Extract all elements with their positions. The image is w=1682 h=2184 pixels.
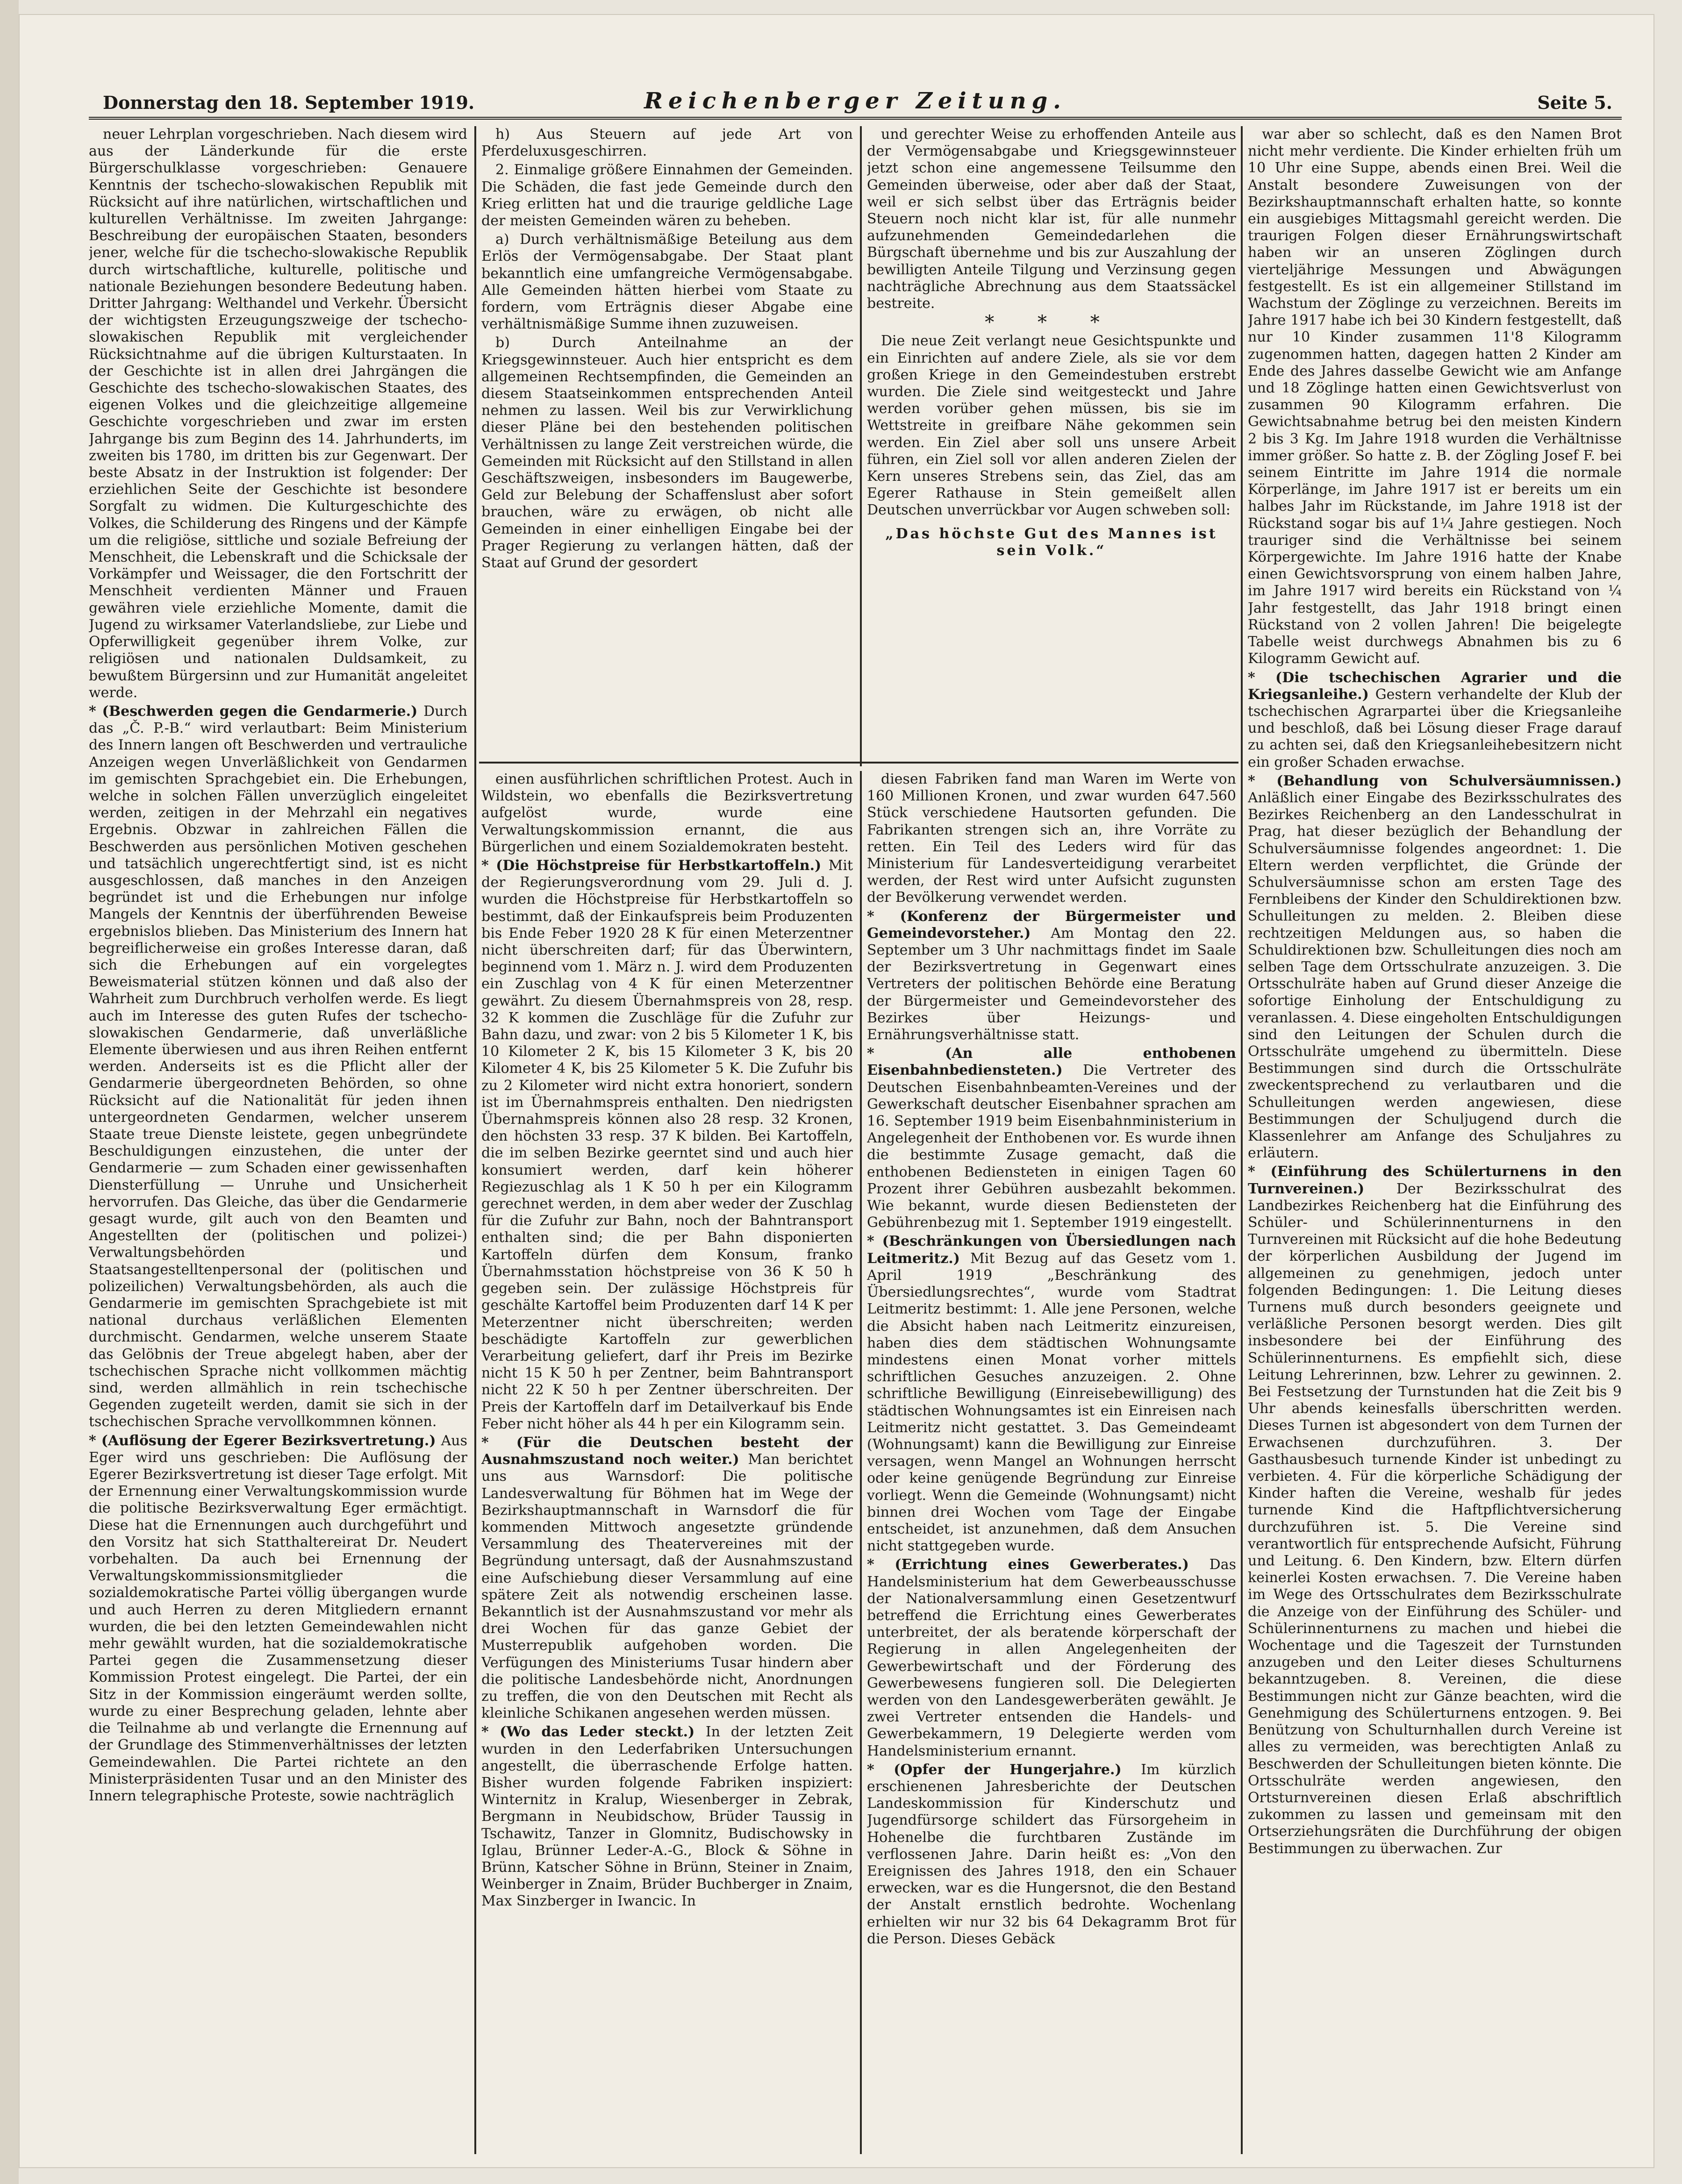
column-1	[89, 126, 467, 2154]
news-item-text: a) Durch verhältnismäßige Beteilung aus dem Erlös der Vermögensabgabe. Der Staat plant bekanntlich eine umfangreiche Vermögensabgabe. Alle Gemeinden hätten hierbei vom Staate zu fordern, vom Erträgnis dieser Abgabe eine verhältnismäßige Summe ihnen zuzuweisen.	[481, 231, 853, 333]
column-rule-3	[1241, 126, 1243, 2154]
news-item	[867, 1045, 1236, 1231]
news-item-text: Durch das „Č. P.-B.“ wird verlautbart: Beim Ministerium des Innern langen oft Beschwerden und vertrauliche Anzeigen wegen Unverläßlichkeit von Gendarmen im gemischten Sprachgebiet ein. Die Erhebungen, welche in solchen Fällen unverzüglich eingeleitet werden, zeitigen in der Mehrzahl ein negatives Ergebnis. Obzwar in zahlreichen Fällen die Beschwerden aus persönlichen Motiven geschehen und tatsächlich ungerechtfertigt sind, ist es nicht ausgeschlossen, daß manches in den Anzeigen begründet ist und die Erhebungen nur infolge Mangels der Kenntnis der überführenden Beweise ergebnislos blieben. Das Ministerium des Innern hat begreiflicherweise ein großes Interesse daran, daß sich die Erhebungen auf ein vorgelegtes Beweismaterial stützen können und daß also der Wahrheit zum Durchbruch verholfen werde. Es liegt auch im Interesse des guten Rufes der tschecho-slowakischen Gendarmerie, daß unverläßliche Elemente überwiesen und aus ihren Reihen entfernt werden. Anderseits ist es die Pflicht aller der Gendarmerie übergeordneten Behörden, so ohne Rücksicht auf die Nationalität für jeden ihnen untergeordneten Gendarmen, welcher unserem Staate treue Dienste leistete, gegen unbegründete Beschuldigungen einzustehen, die unter der Gendarmerie — zum Schaden einer gewissenhaften Diensterfüllung — Unruhe und Unsicherheit hervorrufen. Das Gleiche, das über die Gendarmerie gesagt wurde, gilt auch von den Beamten und Angestellten der (politischen und polizei-) Verwaltungsbehörden und Staatsangestelltenpersonal der (politischen und polizeilichen) Verwaltungsbehörden, als auch die Gendarmerie im gemischten Sprachgebiete ist mit national durchaus verläßlichen Elementen durchmischt. Gendarmen, welche unserem Staate das Gelöbnis der Treue abgelegt haben, aber der tschechischen Sprache nicht vollkommen mächtig sind, werden allmählich in rein tschechische Gegenden zugeteilt werden, damit sie sich in der tschechischen Sprache vervollkommnen können.	[89, 703, 467, 1430]
news-item-text: war aber so schlecht, daß es den Namen Brot nicht mehr verdiente. Die Kinder erhielten früh um 10 Uhr eine Suppe, abends einen Brei. Weil die Anstalt besondere Zuweisungen von der Bezirkshauptmannschaft erhalten hatte, so konnte ein ausgiebiges Mittagsmahl gereicht werden. Die traurigen Folgen dieser Ernährungswirtschaft haben wir an unseren Zöglingen durch vierteljährige Messungen und Abwägungen festgestellt. Es ist ein allgemeiner Stillstand im Wachstum der Zöglinge zu verzeichnen. Bereits im Jahre 1917 habe ich bei 30 Kindern festgestellt, daß nur 10 Kinder zusammen 11'8 Kilogramm zugenommen hatten, dagegen hatten 2 Kinder am Ende des Jahres dasselbe Gewicht wie am Anfange und 18 Zöglinge hatten einen Gewichtsverlust von zusammen 90 Kilogramm erfahren. Die Gewichtsabnahme betrug bei den meisten Kindern 2 bis 3 Kg. Im Jahre 1918 wurden die Verhältnisse immer größer. So hatte z. B. der Zögling Josef F. bei seinem Eintritte im Jahre 1914 die normale Körperlänge, im Jahre 1917 ist er bereits um ein halbes Jahr im Rückstande, im Jahre 1918 ist der Rückstand sogar bis auf 1¼ Jahre gestiegen. Noch trauriger sind die Verhältnisse bei seinem Körpergewichte. Im Jahre 1916 hatte der Knabe einen Gewichtsvorsprung von einem halben Jahre, im Jahre 1917 wird bereits ein Rückstand von ¼ Jahr festgestellt, das Jahr 1918 bringt einen Rückstand von 2 vollen Jahren! Die beigelegte Tabelle weist durchwegs Abnahmen bis zu 6 Kilogramm Gewicht auf.	[1248, 126, 1622, 667]
news-item-headline: * (Konferenz der Bürgermeister und Gemeindevorsteher.)	[867, 908, 1236, 942]
news-item-headline: * (Die tschechischen Agrarier und die Kriegsanleihe.)	[1248, 669, 1622, 703]
newspaper-page	[19, 14, 1654, 2168]
news-item	[1248, 773, 1622, 1162]
news-item-headline: * (Wo das Leder steckt.)	[481, 1724, 706, 1741]
news-item	[89, 703, 467, 1431]
news-item-headline: * (Auflösung der Egerer Bezirksvertretung.)	[89, 1432, 441, 1449]
article-paragraph	[481, 126, 853, 160]
news-item-text: Mit Bezug auf das Gesetz vom 1. April 1919 „Beschränkung des Übersiedlungsrechtes“, wurde vom Stadtrat Leitmeritz bestimmt: 1. Alle jene Personen, welche die Absicht haben nach Leitmeritz einzureisen, haben dies dem städtischen Wohnungsamte mindestens einen Monat vorher mittels schriftlichen Gesuches anzuzeigen. 2. Ohne schriftliche Bewilligung (Einreisebewilligung) des städtischen Wohnungsamtes ist ein Einreisen nach Leitmeritz nicht gestattet. 3. Das Gemeindeamt (Wohnungsamt) kann die Bewilligung zur Einreise versagen, wenn Mangel an Wohnungen herrscht oder keine genügende Begründung zur Einreise vorliegt. Wenn die Gemeinde (Wohnungsamt) nicht binnen drei Wochen vom Tage der Eingabe entscheidet, ist anzunehmen, daß dem Ansuchen nicht stattgegeben wurde.	[867, 1250, 1236, 1555]
news-item	[89, 1433, 467, 1805]
news-item-headline: * (Beschwerden gegen die Gendarmerie.)	[89, 703, 424, 720]
news-item-text: Die neue Zeit verlangt neue Gesichtspunkte und ein Einrichten auf andere Ziele, als sie vor dem großen Kriege in den Gemeindestuben erstrebt wurden. Die Ziele sind weitgesteckt und Jahre werden vorüber gehen müssen, bis sie im Wettstreite in greifbare Nähe gekommen sein werden. Ein Ziel aber soll uns unsere Arbeit führen, ein Ziel soll vor allen anderen Zielen der Kern unseres Strebens sein, das Ziel, das am Egerer Rathause in Stein gemeißelt allen Deutschen unverrückbar vor Augen schweben soll:	[867, 333, 1236, 519]
news-item-headline: * (Einführung des Schülerturnens in den Turnvereinen.)	[1248, 1163, 1622, 1197]
news-item-headline: * (Opfer der Hungerjahre.)	[867, 1761, 1141, 1778]
news-item	[867, 1556, 1236, 1759]
news-item	[867, 908, 1236, 1044]
column-rule-2-top	[860, 126, 862, 766]
news-item-headline: * (Für die Deutschen besteht der Ausnahmszustand noch weiter.)	[481, 1434, 853, 1468]
news-item-text: 2. Einmalige größere Einnahmen der Gemeinden. Die Schäden, die fast jede Gemeinde durch den Krieg erlitten hat und die traurige geldliche Lage der meisten Gemeinden wären zu beheben.	[481, 162, 853, 229]
column-2-bottom	[481, 771, 853, 2154]
motto-quote: „Das höchste Gut des Mannes ist sein Volk.“	[885, 525, 1218, 559]
column-rule-1	[474, 126, 476, 2154]
news-item-headline: * (Behandlung von Schulversäumnissen.)	[1248, 772, 1622, 789]
column-2-top	[481, 126, 853, 755]
column-4	[1248, 126, 1622, 2154]
news-item	[481, 1724, 853, 1910]
article-paragraph	[867, 126, 1236, 312]
article-paragraph	[867, 333, 1236, 519]
news-item-text: b) Durch Anteilnahme an der Kriegsgewinnsteuer. Auch hier entspricht es dem allgemeinen Rechtsempfinden, die Gemeinden an diesem Staatseinkommen entsprechenden Anteil nehmen zu lassen. Weil bis zur Verwirklichung dieser Pläne bei den bestehenden politischen Verhältnissen zu lange Zeit verstreichen würde, die Gemeinden mit Rücksicht auf den Stillstand in allen Geschäftszweigen, insbesonders im Baugewerbe, Geld zur Belebung der Schaffenslust aber sofort brauchen, wäre zu erwägen, ob nicht alle Gemeinden in einer einhelligen Eingabe bei der Prager Regierung zu verlangen hätten, daß der Staat auf Grund der gesordert	[481, 335, 853, 571]
news-item-text: Aus Eger wird uns geschrieben: Die Auflösung der Egerer Bezirksvertretung ist dieser Tage erfolgt. Mit der Ernennung einer Verwaltungskommission wurde die politische Bezirksverwaltung Eger ermächtigt. Diese hat die Ernennungen auch durchgeführt und den Vorsitz hat sich Statthaltereirat Dr. Neudert vorbehalten. Da auch bei Ernennung der Verwaltungskommissionsmitglieder die sozialdemokratische Partei völlig übergangen wurde und auch Herren zu deren Mitgliedern ernannt wurden, die bei den letzten Gemeindewahlen nicht mehr gewählt wurden, hat die sozialdemokratische Partei gegen die Zusammensetzung dieser Kommission Protest eingelegt. Die Partei, der ein Sitz in der Kommission eingeräumt werden sollte, wurde zu einer Besprechung geladen, lehnte aber die Teilnahme ab und verlangte die Ernennung auf der Grundlage des Stimmenverhältnisses der letzten Gemeindewahlen. Die Partei richtete an den Ministerpräsidenten Tusar und an den Minister des Innern telegraphische Proteste, sowie nachträglich	[89, 1432, 467, 1804]
news-item-text: Mit der Regierungsverordnung vom 29. Juli d. J. wurden die Höchstpreise für Herbstkartoffeln so bestimmt, daß der Einkaufspreis beim Produzenten bis Ende Feber 1920 28 K für einen Meterzentner nicht überschreiten darf; für das Überwintern, beginnend vom 1. März n. J. wird dem Produzenten ein Zuschlag von 4 K für einen Meterzentner gewährt. Zu diesem Übernahmspreis von 28, resp. 32 K kommen die Zuschläge für die Zufuhr zur Bahn dazu, und zwar: von 2 bis 5 Kilometer 1 K, bis 10 Kilometer 2 K, bis 15 Kilometer 3 K, bis 20 Kilometer 4 K, bis 25 Kilometer 5 K. Die Zufuhr bis zu 2 Kilometer wird nicht extra honoriert, sondern ist im Übernahmspreis enthalten. Den niedrigsten Übernahmspreis können also 28 resp. 32 Kronen, den höchsten 33 resp. 37 K bilden. Bei Kartoffeln, die im selben Bezirke geerntet sind und auch hier konsumiert werden, darf kein höherer Regiezuschlag als 1 K 50 h per ein Kilogramm gerechnet werden, in dem aber weder der Zuschlag für die Zufuhr zur Bahn, noch der Bahntransport enthalten sind; die per Bahn disponierten Kartoffeln dürfen dem Konsum, franko Übernahmsstation höchstpreise von 36 K 50 h gegeben sein. Der zulässige Höchstpreis für geschälte Kartoffel beim Produzenten darf 14 K per Meterzentner nicht überschreiten; werden beschädigte Kartoffeln zur gewerblichen Verarbeitung geliefert, darf ihr Preis im Bezirke nicht 15 K 50 h per Zentner, beim Bahntransport nicht 22 K 50 h per Zentner überschreiten. Der Preis der Kartoffeln darf im Detailverkauf bis Ende Feber nicht höher als 44 h per ein Kilogramm sein.	[481, 857, 853, 1432]
section-rule	[479, 762, 1238, 764]
news-item-headline: * (An alle enthobenen Eisenbahnbediensteten.)	[867, 1045, 1236, 1079]
news-item-text: Im kürzlich erschienenen Jahresberichte der Deutschen Landeskommission für Kinderschutz und Jugendfürsorge schildert das Fürsorgeheim in Hohenelbe die furchtbaren Zustände im verflossenen Jahre. Darin heißt es: „Von den Ereignissen des Jahres 1918, den ein Schauer erwecken, war es die Hungersnot, die den Bestand der Anstalt ernstlich bedrohte. Wochenlang erhielten wir nur 32 bis 64 Dekagramm Brot für die Person. Dieses Gebäck	[867, 1761, 1236, 1947]
news-item-text: In der letzten Zeit wurden in den Lederfabriken Untersuchungen angestellt, die überraschende Erfolge hatten. Bisher wurden folgende Fabriken inspiziert: Winternitz in Kralup, Wiesenberger in Zebrak, Bergmann in Neubidschow, Brüder Taussig in Tschawitz, Tanzer in Glomnitz, Budischowsky in Iglau, Brünner Leder-A.-G., Block & Söhne in Brünn, Katscher Söhne in Brünn, Steiner in Znaim, Weinberger in Znaim, Brüder Buchberger in Znaim, Max Sinzberger in Iwancic. In	[481, 1724, 853, 1910]
news-item-headline: * (Beschränkungen von Übersiedlungen nach Leitmeritz.)	[867, 1233, 1236, 1267]
news-item-text: h) Aus Steuern auf jede Art von Pferdeluxusgeschirren.	[481, 126, 853, 160]
news-item-text: Anläßlich einer Eingabe des Bezirksschulrates des Bezirkes Reichenberg an den Landesschulrat in Prag, hat dieser bezüglich der Behandlung der Schulversäumnisse folgendes angeordnet: 1. Die Eltern werden verpflichtet, die Gründe der Schulversäumnisse schon am ersten Tage des Fernbleibens der Kinder den Schuldirektionen bzw. Schulleitungen zu melden. 2. Bleiben diese rechtzeitigen Meldungen aus, so haben die Schuldirektionen bzw. Schulleitungen dies noch am selben Tage dem Ortsschulrate anzuzeigen. 3. Die Ortsschulräte haben auf Grund dieser Anzeige die sofortige Einholung der Entschuldigung zu veranlassen. 4. Diese eingeholten Entschuldigungen sind den Leitungen der Schulen durch die Ortsschulräte umgehend zu übermitteln. Diese Bestimmungen sind durch die Ortsschulräte zweckentsprechend zu verlautbaren und die Schulleitungen werden angewiesen, diese Bestimmungen der Schuljugend durch die Klassenlehrer am Anfange des Schuljahres zu erläutern.	[1248, 789, 1622, 1162]
news-item	[867, 1762, 1236, 1948]
news-item	[1248, 670, 1622, 771]
news-item-text: Das Handelsministerium hat dem Gewerbeausschusse der Nationalversammlung einen Gesetzentwurf betreffend die Errichtung eines Gewerberates unterbreitet, der als beratende körperschaft der Regierung in allen Angelegenheiten der Gewerbewirtschaft und der Förderung des Gewerbewesens fungieren soll. Die Delegierten werden von den Landesgewerberäten gewählt. Je zwei Vertreter entsenden die Handels- und Gewerbekammern, 19 Delegierte werden vom Handelsministerium ernannt.	[867, 1556, 1236, 1759]
news-item-text: Am Montag den 22. September um 3 Uhr nachmittags findet im Saale der Bezirksvertretung in Gegenwart eines Vertreters der politischen Behörde eine Beratung der Bürgermeister und Gemeindevorsteher des Bezirkes über Heizungs- und Ernährungsverhältnisse statt.	[867, 925, 1236, 1043]
masthead	[89, 84, 1622, 120]
newspaper-title: Reichenberger Zeitung.	[644, 88, 1066, 114]
news-item	[1248, 1163, 1622, 1857]
column-3-bottom	[867, 771, 1236, 2154]
page-number: Seite 5.	[1537, 92, 1612, 113]
news-item-text: diesen Fabriken fand man Waren im Werte von 160 Millionen Kronen, und zwar wurden 647.560 Stück verschiedene Hautsorten gefunden. Die Fabrikanten strengen sich an, ihre Vorräte zu retten. Ein Teil des Leders wird für das Ministerium für Landesverteidigung verarbeitet werden, der Rest wird unter Aufsicht zugunsten der Bevölkerung verwendet werden.	[867, 771, 1236, 906]
news-item-text: und gerechter Weise zu erhoffenden Anteile aus der Vermögensabgabe und Kriegsgewinnsteuer jetzt schon eine angemessene Teilsumme den Gemeinden überweise, oder aber daß der Staat, weil er sich selbst über das Erträgnis beider Steuern noch nicht klar ist, für alle nunmehr aufzunehmenden Gemeindedarlehen die Bürgschaft übernehme und bis zur Auszahlung der bewilligten Anteile Tilgung und Verzinsung gegen nachträgliche Abrechnung aus dem Staatssäckel bestreite.	[867, 126, 1236, 312]
news-item-text: Man berichtet uns aus Warnsdorf: Die politische Landesverwaltung für Böhmen hat im Wege der Bezirkshauptmannschaft in Warnsdorf die für kommenden Mittwoch angesetzte gründende Versammlung des Theatervereines mit der Begründung untersagt, daß der Ausnahmszustand eine Aufschiebung dieser Versammlung auf eine spätere Zeit als notwendig erscheinen lasse. Bekanntlich ist der Ausnahmszustand vor mehr als drei Wochen für das ganze Gebiet der Musterrepublik aufgehoben worden. Die Verfügungen des Ministeriums Tusar hindern aber die politische Landesbehörde nicht, Anordnungen zu treffen, die von den Deutschen mit Recht als kleinliche Schikanen angesehen werden müssen.	[481, 1451, 853, 1722]
news-item-text: Die Vertreter des Deutschen Eisenbahnbeamten-Vereines und der Gewerkschaft deutscher Eisenbahner sprachen am 16. September 1919 beim Eisenbahnministerium in Angelegenheit der Enthobenen vor. Es wurde ihnen die bestimmte Zusage gemacht, daß die enthobenen Bediensteten in einigen Tagen 60 Prozent ihrer Gebühren ausbezahlt bekommen. Wie bekannt, wurde diesen Bediensteten der Gebührenbezug mit 1. September 1919 eingestellt.	[867, 1062, 1236, 1231]
news-item-headline: * (Die Höchstpreise für Herbstkartoffeln.)	[481, 857, 829, 874]
news-item	[867, 1233, 1236, 1555]
article-paragraph	[481, 335, 853, 571]
article-paragraph	[481, 162, 853, 229]
news-item	[481, 857, 853, 1433]
article-paragraph	[89, 126, 467, 701]
article-paragraph	[481, 231, 853, 333]
article-paragraph	[1248, 126, 1622, 668]
news-item-text: neuer Lehrplan vorgeschrieben. Nach diesem wird aus der Länderkunde für die erste Bürgerschulklasse vorgeschrieben: Genauere Kenntnis der tschecho-slowakischen Republik mit Rücksicht auf ihre natürlichen, wirtschaftlichen und kulturellen Verhältnisse. Im zweiten Jahrgange: Beschreibung der europäischen Staaten, besonders jener, welche für die tschecho-slowakische Republik durch wirtschaftliche, kulturelle, politische und nationale Beziehungen besondere Bedeutung haben. Dritter Jahrgang: Welthandel und Verkehr. Übersicht der wichtigsten Erzeugungszweige der tschecho-slowakischen Republik mit vergleichender Rücksichtnahme auf die übrigen Kulturstaaten. In der Geschichte ist in allen drei Jahrgängen die Geschichte des tschecho-slowakischen Staates, des eigenen Volkes und die gleichzeitige allgemeine Geschichte vorgeschrieben und zwar im ersten Jahrgange bis zum Beginn des 14. Jahrhunderts, im zweiten bis 1780, im dritten bis zur Gegenwart. Der beste Absatz in der Instruktion ist folgender: Der erziehlichen Seite der Geschichte ist besondere Sorgfalt zu widmen. Die Kulturgeschichte des Volkes, die Schilderung des Ringens und der Kämpfe um die religiöse, sittliche und soziale Befreiung der Menschheit, die Lebenskraft und die Schicksale der Vorkämpfer und Weissager, die den Fortschritt der Menschheit verdienten Männer und Frauen gewähren viele erziehliche Momente, damit die Jugend zu wirksamer Vaterlandsliebe, zur Liebe und Opferwilligkeit gegenüber ihrem Volke, zur religiösen und nationalen Duldsamkeit, zu bewußtem Bürgersinn und zur Humanität angeleitet werde.	[89, 126, 467, 701]
column-3-top	[867, 126, 1236, 755]
page-fold-shadow	[0, 0, 19, 2184]
news-item-text: einen ausführlichen schriftlichen Protest. Auch in Wildstein, wo ebenfalls die Bezirksvertretung aufgelöst wurde, wurde eine Verwaltungskommission ernannt, die aus Bürgerlichen und einem Sozialdemokraten besteht.	[481, 771, 853, 855]
news-item	[481, 1435, 853, 1722]
news-item-headline: * (Errichtung eines Gewerberates.)	[867, 1556, 1210, 1573]
article-paragraph	[481, 771, 853, 856]
section-divider-stars: * * *	[985, 312, 1118, 334]
column-rule-2-bottom	[860, 771, 862, 2154]
news-item-text: Der Bezirksschulrat des Landbezirkes Reichenberg hat die Einführung des Schüler- und Schülerinnenturnens in den Turnvereinen mit Rücksicht auf die hohe Bedeutung der körperlichen Ausbildung der Jugend im allgemeinen zu genehmigen, jedoch unter folgenden Bedingungen: 1. Die Leitung dieses Turnens muß durch besonders geeignete und verläßliche Personen besorgt werden. Dies gilt insbesondere bei der Einführung des Schülerinnenturnens. Es empfiehlt sich, diese Leitung Lehrerinnen, bzw. Lehrer zu gewinnen. 2. Bei Festsetzung der Turnstunden hat die Zeit bis 9 Uhr abends keinesfalls überschritten werden. Dieses Turnen ist abgesondert von dem Turnen der Erwachsenen durchzuführen. 3. Der Gasthausbesuch turnende Kinder ist unbedingt zu verbieten. 4. Für die körperliche Schädigung der Kinder haften die Vereine, weshalb für jedes turnende Kind die Haftpflichtversicherung durchzuführen ist. 5. Die Vereine sind verantwortlich für entsprechende Aufsicht, Führung und Leitung. 6. Den Kindern, bzw. Eltern dürfen keinerlei Kosten erwachsen. 7. Die Vereine haben im Wege des Ortsschulrates dem Bezirksschulrate die Anzeige von der Einführung des Schüler- und Schülerinnenturnens zu machen und hiebei die Wochentage und die Tageszeit der Turnstunden anzugeben und den Leiter dieses Schulturnens bekanntzugeben. 8. Vereinen, die diese Bestimmungen nicht zur Gänze beachten, wird die Genehmigung des Schülerturnens entzogen. 9. Bei Benützung von Schulturnhallen durch Vereine ist alles zu vermeiden, was berechtigten Anlaß zu Beschwerden der Schulleitungen bieten könnte. Die Ortsschulräte werden angewiesen, den Ortsturnvereinen diesen Erlaß abschriftlich zukommen zu lassen und gemeinsam mit den Ortserziehungsräten die Durchführung der obigen Bestimmungen zu überwachen. Zur	[1248, 1180, 1622, 1857]
news-item-text: Gestern verhandelte der Klub der tschechischen Agrarpartei über die Kriegsanleihe und beschloß, daß bei Lösung dieser Frage darauf zu achten sei, daß den Kriegsanleihebesitzern nicht ein großer Schaden erwachse.	[1248, 686, 1622, 771]
article-paragraph	[867, 771, 1236, 906]
issue-date: Donnerstag den 18. September 1919.	[103, 92, 475, 113]
